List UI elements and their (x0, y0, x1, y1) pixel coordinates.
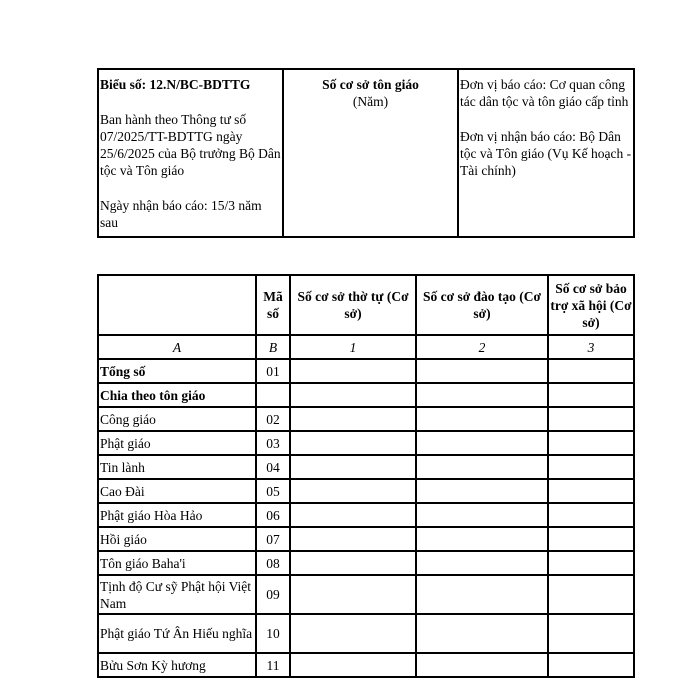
row-code: 06 (256, 503, 290, 527)
value-cell[interactable] (548, 359, 634, 383)
value-cell[interactable] (290, 653, 416, 677)
row-name: Tin lành (98, 455, 256, 479)
column-header-social: Số cơ sở bảo trợ xã hội (Cơ sở) (548, 275, 634, 335)
column-header-code: Mã số (256, 275, 290, 335)
row-name: Tổng số (98, 359, 256, 383)
value-cell[interactable] (416, 359, 548, 383)
value-cell[interactable] (290, 503, 416, 527)
row-code: 03 (256, 431, 290, 455)
value-cell[interactable] (416, 575, 548, 614)
row-name: Phật giáo (98, 431, 256, 455)
column-label: 2 (416, 335, 548, 359)
table-row (98, 614, 634, 653)
value-cell[interactable] (416, 407, 548, 431)
row-name: Phật giáo Hòa Hảo (98, 503, 256, 527)
value-cell[interactable] (290, 431, 416, 455)
row-code (256, 383, 290, 407)
table-row (98, 503, 634, 527)
row-name: Chia theo tôn giáo (98, 383, 256, 407)
value-cell[interactable] (290, 359, 416, 383)
column-label: 1 (290, 335, 416, 359)
column-label: A (98, 335, 256, 359)
column-header-name (98, 275, 256, 335)
value-cell[interactable] (548, 383, 634, 407)
row-code: 01 (256, 359, 290, 383)
value-cell[interactable] (290, 455, 416, 479)
table-row (98, 383, 634, 407)
value-cell[interactable] (290, 575, 416, 614)
row-code: 05 (256, 479, 290, 503)
value-cell[interactable] (416, 431, 548, 455)
report-title: Số cơ sở tôn giáo (322, 77, 419, 92)
value-cell[interactable] (290, 614, 416, 653)
header-center-cell (283, 69, 458, 237)
value-cell[interactable] (548, 455, 634, 479)
row-code: 02 (256, 407, 290, 431)
row-code: 10 (256, 614, 290, 653)
value-cell[interactable] (548, 407, 634, 431)
reporting-unit: Đơn vị báo cáo: Cơ quan công tác dân tộc và tôn giáo cấp tỉnh (460, 77, 629, 109)
column-header-training: Số cơ sở đào tạo (Cơ sở) (416, 275, 548, 335)
row-name: Bửu Sơn Kỳ hương (98, 653, 256, 677)
value-cell[interactable] (548, 503, 634, 527)
value-cell[interactable] (290, 479, 416, 503)
report-header (97, 68, 635, 238)
value-cell[interactable] (416, 527, 548, 551)
row-name: Cao Đài (98, 479, 256, 503)
value-cell[interactable] (416, 551, 548, 575)
table-row (98, 359, 634, 383)
form-number: Biểu số: 12.N/BC-BDTTG (100, 77, 251, 92)
header-right-cell (458, 69, 634, 237)
value-cell[interactable] (290, 527, 416, 551)
row-code: 07 (256, 527, 290, 551)
table-row (98, 527, 634, 551)
value-cell[interactable] (416, 479, 548, 503)
table-row (98, 575, 634, 614)
value-cell[interactable] (416, 614, 548, 653)
value-cell[interactable] (290, 383, 416, 407)
table-row (98, 653, 634, 677)
value-cell[interactable] (416, 653, 548, 677)
table-row (98, 407, 634, 431)
row-code: 08 (256, 551, 290, 575)
table-row (98, 551, 634, 575)
value-cell[interactable] (416, 503, 548, 527)
issued-by: Ban hành theo Thông tư số 07/2025/TT-BDTTG ngày 25/6/2025 của Bộ trưởng Bộ Dân tộc và Tôn giáo (100, 112, 281, 178)
value-cell[interactable] (416, 455, 548, 479)
receiving-unit: Đơn vị nhận báo cáo: Bộ Dân tộc và Tôn giáo (Vụ Kế hoạch - Tài chính) (460, 129, 632, 178)
value-cell[interactable] (548, 431, 634, 455)
table-row (98, 479, 634, 503)
column-header-worship: Số cơ sở thờ tự (Cơ sở) (290, 275, 416, 335)
value-cell[interactable] (548, 575, 634, 614)
report-period: (Năm) (352, 94, 389, 109)
value-cell[interactable] (548, 551, 634, 575)
column-label: 3 (548, 335, 634, 359)
row-name: Phật giáo Tứ Ân Hiếu nghĩa (98, 614, 256, 653)
table-header-row (98, 275, 634, 335)
receive-date: Ngày nhận báo cáo: 15/3 năm sau (100, 198, 262, 230)
value-cell[interactable] (548, 479, 634, 503)
religious-facilities-table (97, 274, 635, 678)
table-row (98, 431, 634, 455)
row-code: 04 (256, 455, 290, 479)
value-cell[interactable] (548, 653, 634, 677)
row-code: 09 (256, 575, 290, 614)
row-code: 11 (256, 653, 290, 677)
row-name: Hồi giáo (98, 527, 256, 551)
value-cell[interactable] (548, 527, 634, 551)
column-label: B (256, 335, 290, 359)
value-cell[interactable] (290, 407, 416, 431)
value-cell[interactable] (548, 614, 634, 653)
row-name: Tôn giáo Baha'i (98, 551, 256, 575)
value-cell[interactable] (290, 551, 416, 575)
row-name: Công giáo (98, 407, 256, 431)
column-label-row (98, 335, 634, 359)
row-name: Tịnh độ Cư sỹ Phật hội Việt Nam (98, 575, 256, 614)
value-cell[interactable] (416, 383, 548, 407)
header-left-cell (98, 69, 283, 237)
table-row (98, 455, 634, 479)
